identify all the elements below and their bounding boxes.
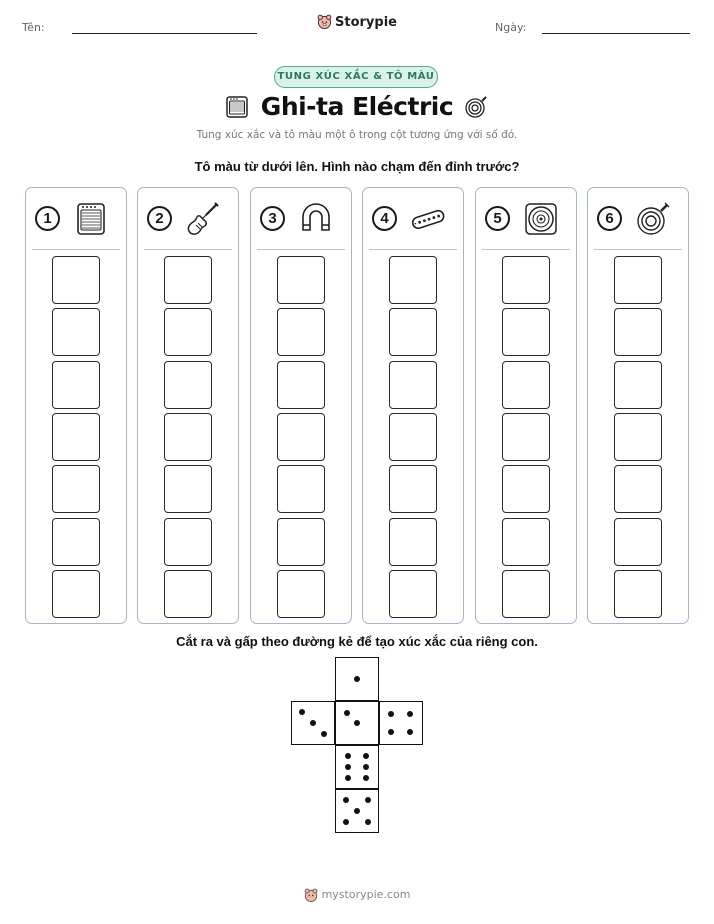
column-number: 6	[597, 206, 622, 231]
pip	[345, 764, 351, 770]
color-cell[interactable]	[502, 570, 550, 618]
pip	[363, 775, 369, 781]
color-cell[interactable]	[389, 465, 437, 513]
dice-face-1	[335, 657, 379, 701]
column-number: 4	[372, 206, 397, 231]
brand-name: Storypie	[335, 15, 397, 30]
pip	[345, 753, 351, 759]
column-number: 2	[147, 206, 172, 231]
color-cell[interactable]	[164, 465, 212, 513]
color-cell[interactable]	[164, 256, 212, 304]
cable-icon	[463, 94, 489, 120]
color-cell[interactable]	[164, 308, 212, 356]
color-cell[interactable]	[389, 570, 437, 618]
electric-guitar-icon	[184, 200, 222, 238]
brand-logo	[0, 14, 714, 33]
color-cell[interactable]	[502, 361, 550, 409]
color-cell[interactable]	[614, 256, 662, 304]
color-cell[interactable]	[389, 256, 437, 304]
color-cell[interactable]	[277, 308, 325, 356]
activity-badge: TUNG XÚC XẮC & TÔ MÀU	[274, 66, 438, 88]
pip	[388, 711, 394, 717]
pip	[321, 731, 327, 737]
pip	[354, 676, 360, 682]
color-cell[interactable]	[502, 518, 550, 566]
color-cell[interactable]	[389, 413, 437, 461]
color-cell[interactable]	[52, 570, 100, 618]
color-cell[interactable]	[614, 308, 662, 356]
column-divider	[257, 249, 345, 250]
color-cell[interactable]	[52, 308, 100, 356]
name-line[interactable]	[72, 33, 257, 34]
pip	[310, 720, 316, 726]
amplifier-icon	[72, 200, 110, 238]
column-number: 3	[260, 206, 285, 231]
magnet-icon	[297, 200, 335, 238]
color-cell[interactable]	[52, 413, 100, 461]
color-cell[interactable]	[277, 256, 325, 304]
pip	[363, 764, 369, 770]
column-3	[250, 187, 352, 624]
color-cell[interactable]	[164, 413, 212, 461]
color-cell[interactable]	[164, 518, 212, 566]
color-cell[interactable]	[277, 570, 325, 618]
storypie-logo-icon	[304, 888, 318, 905]
color-cell[interactable]	[52, 465, 100, 513]
pip	[365, 797, 371, 803]
color-cell[interactable]	[502, 413, 550, 461]
dice-face-2	[335, 701, 379, 745]
color-cell[interactable]	[52, 256, 100, 304]
color-cell[interactable]	[502, 465, 550, 513]
color-cell[interactable]	[614, 465, 662, 513]
page-title: Ghi-ta Eléctric	[260, 92, 454, 121]
column-6	[587, 187, 689, 624]
column-number: 5	[485, 206, 510, 231]
pip	[354, 808, 360, 814]
column-divider	[594, 249, 682, 250]
color-cell[interactable]	[614, 413, 662, 461]
pip	[365, 819, 371, 825]
color-cell[interactable]	[164, 361, 212, 409]
color-cell[interactable]	[277, 413, 325, 461]
dice-face-6	[335, 745, 379, 789]
pip	[344, 710, 350, 716]
color-cell[interactable]	[614, 518, 662, 566]
color-cell[interactable]	[389, 518, 437, 566]
date-label: Ngày:	[495, 21, 527, 34]
column-divider	[144, 249, 232, 250]
date-line[interactable]	[542, 33, 690, 34]
cut-instruction: Cắt ra và gấp theo đường kẻ để tạo xúc xắc của riêng con.	[176, 634, 538, 649]
dice-face-5	[335, 789, 379, 833]
dice-face-3	[291, 701, 335, 745]
column-divider	[482, 249, 570, 250]
footer-url[interactable]: mystorypie.com	[321, 888, 411, 901]
color-cell[interactable]	[614, 361, 662, 409]
column-divider	[32, 249, 120, 250]
color-cell[interactable]	[502, 308, 550, 356]
pip	[343, 797, 349, 803]
storypie-logo-icon	[317, 14, 332, 33]
color-cell[interactable]	[614, 570, 662, 618]
color-cell[interactable]	[277, 518, 325, 566]
color-cell[interactable]	[502, 256, 550, 304]
column-4	[362, 187, 464, 624]
pip	[388, 729, 394, 735]
pip	[354, 720, 360, 726]
coloring-instruction: Tô màu từ dưới lên. Hình nào chạm đến đỉnh trước?	[194, 159, 520, 174]
color-cell[interactable]	[389, 361, 437, 409]
subtitle: Tung xúc xắc và tô màu một ô trong cột tương ứng với số đó.	[196, 129, 518, 141]
color-cell[interactable]	[52, 361, 100, 409]
column-1	[25, 187, 127, 624]
column-2	[137, 187, 239, 624]
column-5	[475, 187, 577, 624]
cable-icon	[634, 200, 672, 238]
column-divider	[369, 249, 457, 250]
color-cell[interactable]	[52, 518, 100, 566]
pip	[363, 753, 369, 759]
color-cell[interactable]	[389, 308, 437, 356]
guitar-pickup-icon	[409, 200, 447, 238]
speaker-icon	[522, 200, 560, 238]
dice-face-4	[379, 701, 423, 745]
color-cell[interactable]	[164, 570, 212, 618]
pip	[343, 819, 349, 825]
color-cell[interactable]	[277, 361, 325, 409]
pip	[345, 775, 351, 781]
column-number: 1	[35, 206, 60, 231]
name-label: Tên:	[22, 21, 45, 34]
pip	[407, 729, 413, 735]
footer	[0, 888, 714, 905]
pip	[407, 711, 413, 717]
pip	[299, 709, 305, 715]
color-cell[interactable]	[277, 465, 325, 513]
